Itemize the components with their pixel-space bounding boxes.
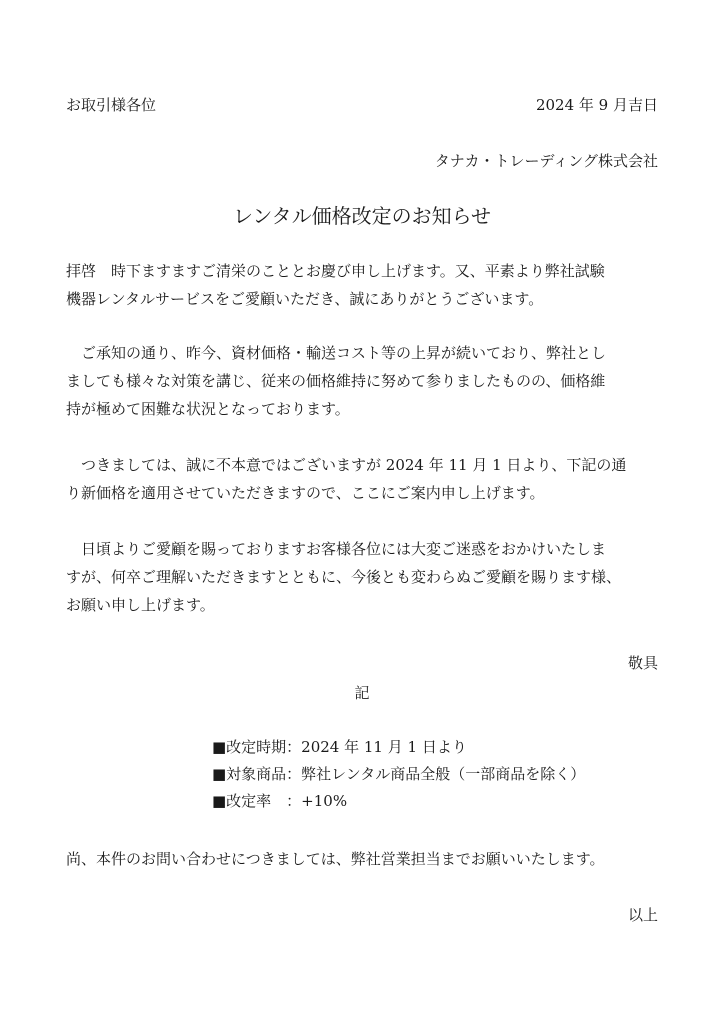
end-mark: 以上 bbox=[627, 906, 658, 924]
revision-details bbox=[212, 734, 585, 815]
paragraph-request bbox=[66, 535, 666, 619]
paragraph-background bbox=[66, 339, 666, 423]
inquiry-note: 尚、本件のお問い合わせにつきましては、弊社営業担当までお願いいたします。 bbox=[66, 850, 605, 868]
paragraph-line: すが、何卒ご理解いただきますとともに、今後とも変わらぬご愛顧を賜ります様、 bbox=[66, 568, 622, 586]
paragraph-announcement bbox=[66, 451, 666, 507]
detail-effective-date: ■改定時期：2024 年 11 月 1 日より bbox=[212, 738, 467, 756]
sender-company: タナカ・トレーディング株式会社 bbox=[434, 152, 658, 170]
detail-target-products: ■対象商品：弊社レンタル商品全般（一部商品を除く） bbox=[212, 765, 586, 783]
paragraph-line: ご承知の通り、昨今、資材価格・輸送コスト等の上昇が続いており、弊社とし bbox=[66, 344, 607, 362]
recipient: お取引様各位 bbox=[66, 96, 157, 114]
detail-rate: ■改定率 ：+10% bbox=[212, 792, 348, 810]
letter-date: 2024 年 9 月吉日 bbox=[535, 96, 658, 114]
notation-heading: 記 bbox=[354, 684, 370, 702]
letter-title: レンタル価格改定のお知らせ bbox=[232, 204, 492, 228]
paragraph-line: り新価格を適用させていただきますので、ここにご案内申し上げます。 bbox=[66, 484, 545, 502]
closing-salutation: 敬具 bbox=[627, 654, 658, 672]
paragraph-line: 拝啓 時下ますますご清栄のこととお慶び申し上げます。又、平素より弊社試験 bbox=[66, 262, 605, 280]
paragraph-line: お願い申し上げます。 bbox=[66, 596, 215, 614]
paragraph-line: 機器レンタルサービスをご愛顧いただき、誠にありがとうございます。 bbox=[66, 290, 544, 308]
paragraph-line: ましても様々な対策を講じ、従来の価格維持に努めて参りましたものの、価格維 bbox=[66, 372, 606, 390]
paragraph-greeting bbox=[66, 257, 666, 313]
paragraph-line: 持が極めて困難な状況となっております。 bbox=[66, 400, 350, 418]
paragraph-line: つきましては、誠に不本意ではございますが 2024 年 11 月 1 日より、下記の通 bbox=[66, 456, 627, 474]
paragraph-line: 日頃よりご愛顧を賜っておりますお客様各位には大変ご迷惑をおかけいたしま bbox=[66, 540, 607, 558]
